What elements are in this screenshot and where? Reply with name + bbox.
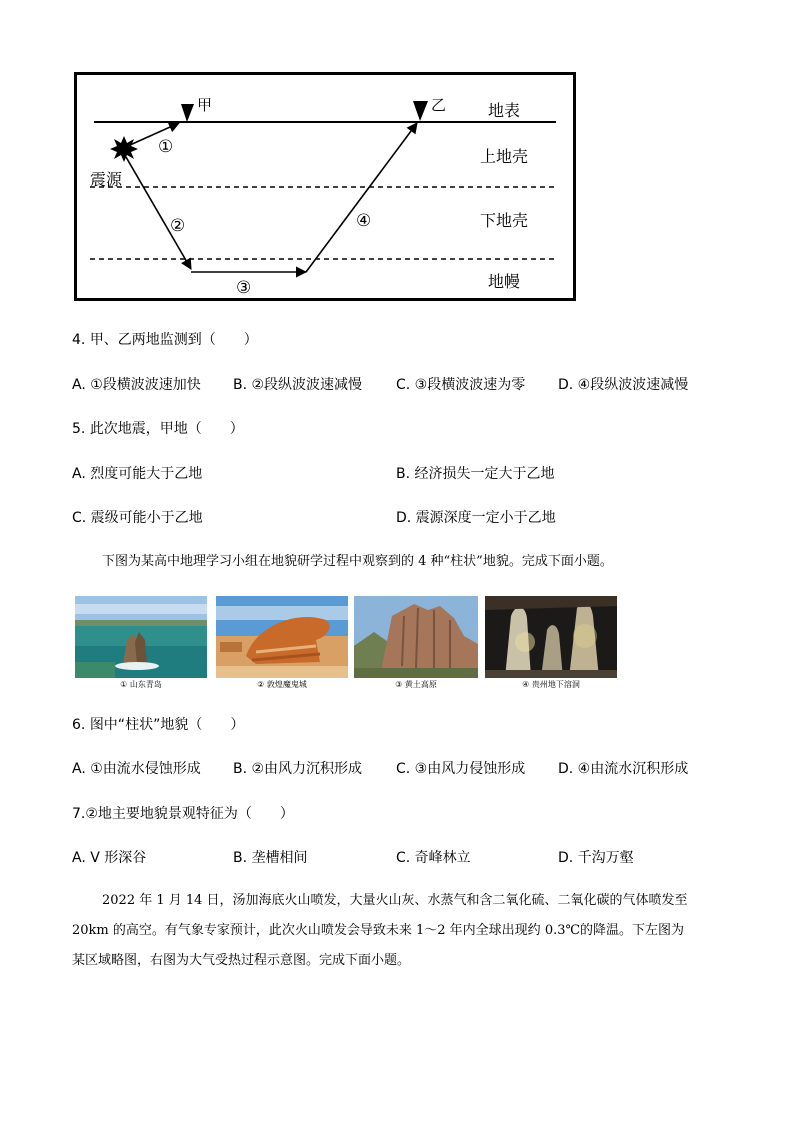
- question-4-option-d[interactable]: D. ④段纵波波速减慢: [558, 377, 689, 393]
- question-6-option-a[interactable]: A. ①由流水侵蚀形成: [72, 761, 201, 777]
- question-4-option-b[interactable]: B. ②段纵波波速减慢: [233, 377, 363, 393]
- question-7-stem: 7.②地主要地貌景观特征为（ ）: [72, 806, 294, 822]
- question-6-option-c[interactable]: C. ③由风力侵蚀形成: [396, 761, 526, 777]
- caption-3: ③ 黄土高原: [395, 680, 437, 689]
- question-5-option-d[interactable]: D. 震源深度一定小于乙地: [396, 510, 556, 526]
- caption-1: ① 山东青岛: [120, 680, 162, 689]
- volcano-paragraph: 2022 年 1 月 14 日，汤加海底火山喷发，大量火山灰、水蒸气和含二氧化硫、二氧化碳的气体喷发至 20km 的高空。有气象专家预计，此次火山喷发会导致未来 1～2 年内全球出现约 0.3℃的降温。下左图为 某区域略图，右图为大气受热过程示意图。完成下面小题。: [72, 893, 688, 968]
- question-5-stem: 5. 此次地震，甲地（ ）: [72, 421, 244, 437]
- question-7-option-b[interactable]: B. 垄槽相间: [233, 850, 308, 866]
- path-3-label: ③: [236, 278, 252, 298]
- layer-mantle: 地幔: [488, 272, 521, 291]
- seismic-wave-diagram: [74, 72, 576, 302]
- caption-2: ② 敦煌魔鬼城: [257, 680, 307, 689]
- question-4-stem: 4. 甲、乙两地监测到（ ）: [72, 332, 258, 348]
- intro-landforms: 下图为某高中地理学习小组在地貌研学过程中观察到的 4 种“柱状”地貌。完成下面小题。: [102, 554, 613, 569]
- question-7-option-d[interactable]: D. 千沟万壑: [558, 850, 634, 866]
- station-b-triangle: [413, 101, 428, 121]
- layer-surface: 地表: [488, 101, 521, 120]
- focus-burst-icon: [110, 136, 138, 162]
- station-a-label: 甲: [197, 96, 213, 114]
- photo-qingdao: [75, 596, 207, 678]
- path-2-label: ②: [170, 216, 186, 236]
- photo-loess: [354, 596, 478, 678]
- question-6-option-b[interactable]: B. ②由风力沉积形成: [233, 761, 363, 777]
- photo-dunhuang: [216, 596, 348, 678]
- question-6-stem: 6. 图中“柱状”地貌（ ）: [72, 717, 245, 733]
- path-4-arrow: [306, 123, 417, 272]
- path-2-arrow: [126, 157, 191, 269]
- caption-4: ④ 贵州地下溶洞: [522, 680, 580, 689]
- question-4-option-c[interactable]: C. ③段横波波速为零: [396, 377, 526, 393]
- question-6-option-d[interactable]: D. ④由流水沉积形成: [558, 761, 689, 777]
- photo-guizhou-cave: [485, 596, 617, 678]
- question-5-option-b[interactable]: B. 经济损失一定大于乙地: [396, 466, 555, 482]
- focus-label: 震源: [90, 170, 123, 189]
- layer-lower-crust: 下地壳: [480, 211, 529, 230]
- question-4-option-a[interactable]: A. ①段横波波速加快: [72, 377, 201, 393]
- layer-upper-crust: 上地壳: [480, 147, 529, 166]
- question-7-option-a[interactable]: A. V 形深谷: [72, 850, 147, 866]
- station-b-label: 乙: [431, 96, 447, 114]
- path-4-label: ④: [356, 211, 372, 231]
- question-7-option-c[interactable]: C. 奇峰林立: [396, 850, 471, 866]
- question-5-option-a[interactable]: A. 烈度可能大于乙地: [72, 466, 203, 482]
- station-a-triangle: [181, 104, 194, 122]
- path-1-label: ①: [158, 137, 174, 157]
- question-5-option-c[interactable]: C. 震级可能小于乙地: [72, 510, 203, 526]
